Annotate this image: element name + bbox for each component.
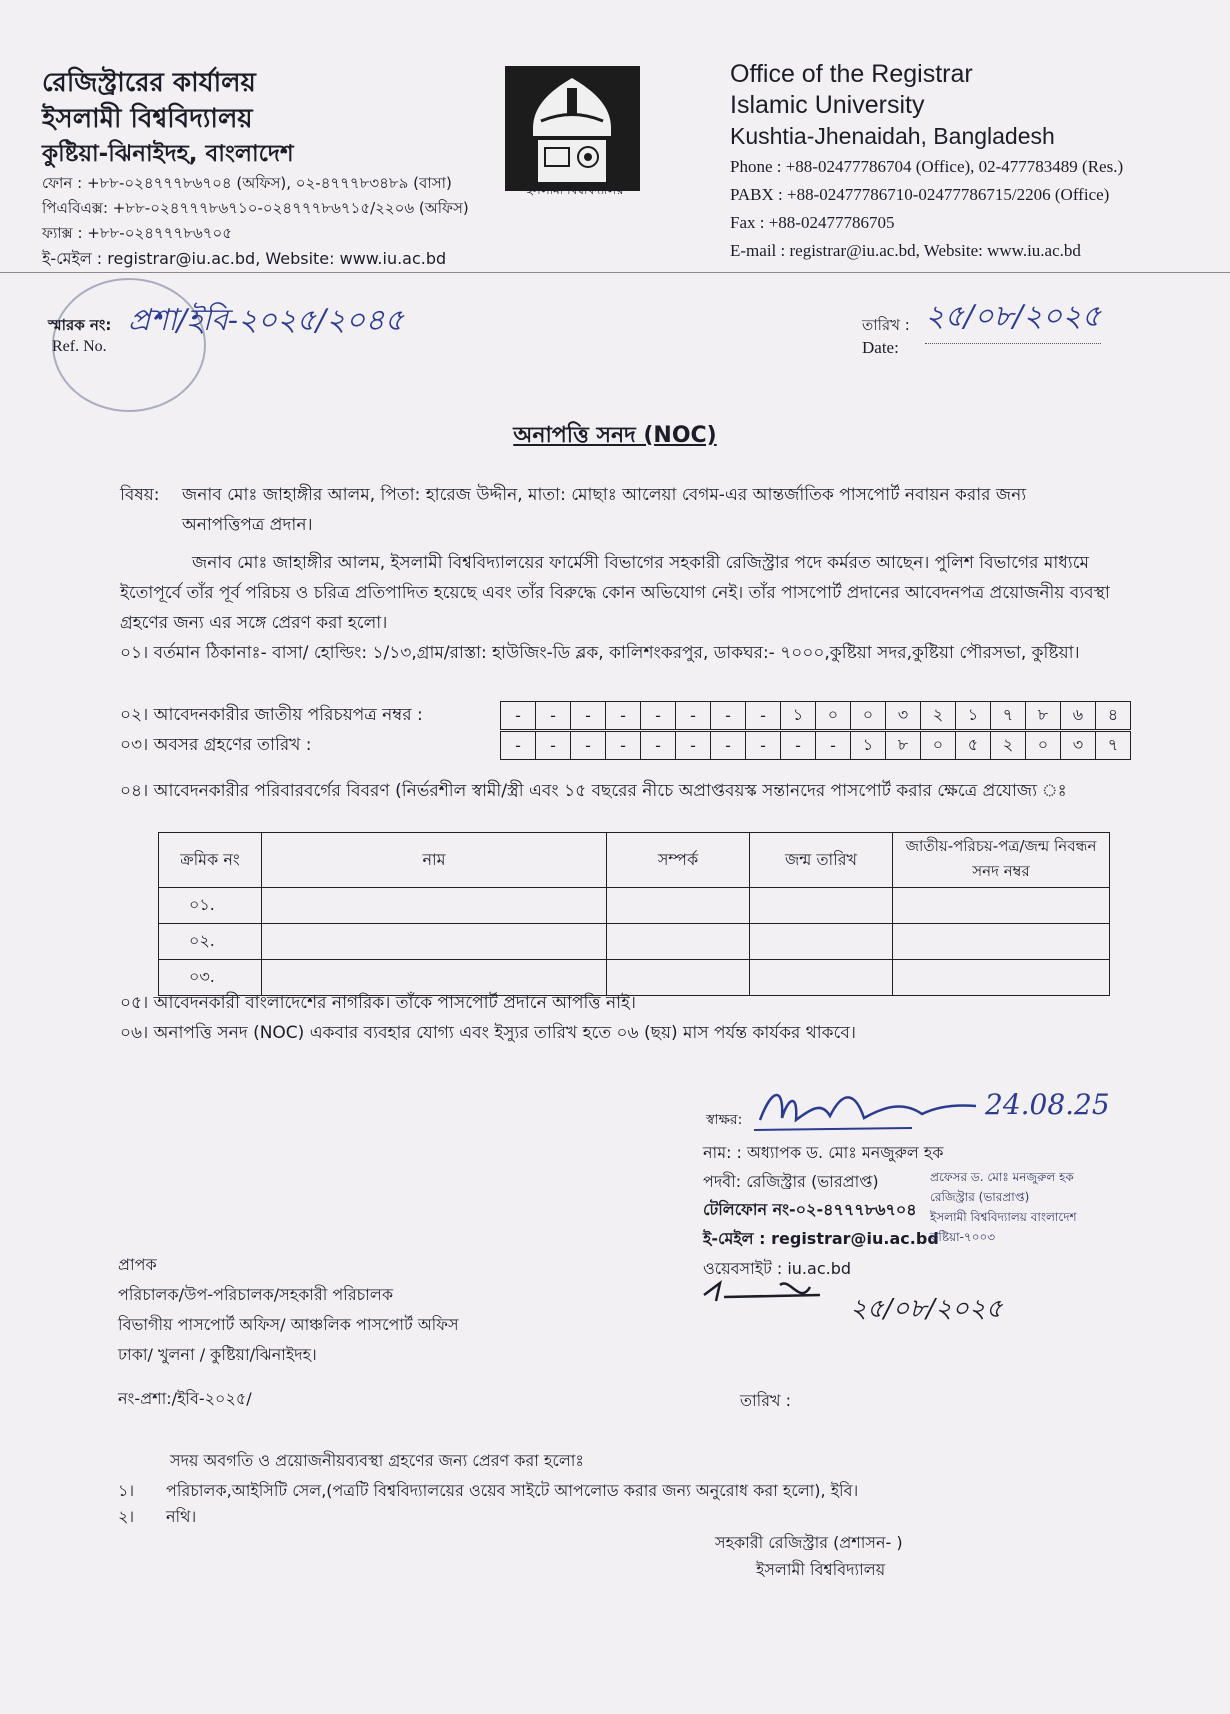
family-empty-cell	[750, 960, 893, 996]
header-en-university: Islamic University	[730, 91, 925, 119]
retirement-digit-box: ১	[851, 732, 886, 760]
header-en-location: Kushtia-Jhenaidah, Bangladesh	[730, 123, 1055, 149]
nid-digit-box: ৮	[1026, 702, 1061, 730]
second-handwritten-date: ২৫/০৮/২০২৫	[850, 1294, 1003, 1324]
recipient-line-2: বিভাগীয় পাসপোর্ট অফিস/ আঞ্চলিক পাসপোর্ট অফিস	[118, 1315, 459, 1334]
nid-digit-box: ১	[781, 702, 816, 730]
retirement-digit-box: -	[711, 732, 746, 760]
nid-digit-box: ১	[956, 702, 991, 730]
item-03-label: ০৩। অবসর গ্রহণের তারিখ :	[120, 735, 312, 755]
nid-digit-box: ৩	[886, 702, 921, 730]
seal-line-2: রেজিস্ট্রার (ভারপ্রাপ্ত)	[930, 1190, 1030, 1204]
family-header-relation: সম্পর্ক	[607, 833, 750, 888]
seal-line-3: ইসলামী বিশ্ববিদ্যালয় বাংলাদেশ	[930, 1210, 1077, 1224]
item-05: ০৫। আবেদনকারী বাংলাদেশের নাগরিক। তাঁকে পাসপোর্ট প্রদানে আপত্তি নাই।	[120, 993, 636, 1013]
family-header-name: নাম	[262, 833, 607, 888]
family-header-serial: ক্রমিক নং	[159, 833, 262, 888]
nid-digit-box: -	[501, 702, 536, 730]
footer-sign-line-1: সহকারী রেজিস্ট্রার (প্রশাসন- )	[715, 1533, 903, 1552]
university-logo	[505, 66, 640, 191]
cc-1-number: ১।	[118, 1481, 135, 1500]
nid-digit-box: ৭	[991, 702, 1026, 730]
family-header-nid: জাতীয়-পরিচয়-পত্র/জন্ম নিবন্ধন সনদ নম্বর	[893, 833, 1110, 888]
footer-memo-number: নং-প্রশা:/ইবি-২০২৫/	[118, 1389, 252, 1408]
footer-sign-line-2: ইসলামী বিশ্ববিদ্যালয়	[756, 1560, 886, 1579]
signatory-designation: পদবী: রেজিস্ট্রার (ভারপ্রাপ্ত)	[703, 1172, 879, 1191]
ref-number: প্রশা/ইবি-২০২৫/২০৪৫	[128, 303, 405, 338]
retirement-digit-box: -	[536, 732, 571, 760]
family-serial-cell: ০৩.	[159, 960, 262, 996]
subject	[120, 480, 1110, 540]
footer-date-label: তারিখ :	[740, 1391, 792, 1410]
family-empty-cell	[607, 924, 750, 960]
nid-digit-box: -	[676, 702, 711, 730]
date-value: ২৫/০৮/২০২৫	[925, 292, 1101, 344]
signatory-email: ই-মেইল : registrar@iu.ac.bd	[703, 1229, 939, 1248]
family-empty-cell	[893, 924, 1110, 960]
retirement-digit-box: -	[816, 732, 851, 760]
family-serial-cell: ০২.	[159, 924, 262, 960]
retirement-digit-box: -	[571, 732, 606, 760]
nid-digit-box: ২	[921, 702, 956, 730]
retirement-date-boxes	[500, 731, 1131, 760]
header-en-phone: Phone : +88-02477786704 (Office), 02-477783489 (Res.)	[730, 157, 1124, 176]
header-en-fax: Fax : +88-02477786705	[730, 213, 895, 232]
signatory-phone: টেলিফোন নং-০২-৪৭৭৭৮৬৭০৪	[703, 1200, 917, 1219]
nid-digit-box: ৬	[1061, 702, 1096, 730]
body-paragraph: জনাব মোঃ জাহাঙ্গীর আলম, ইসলামী বিশ্ববিদ্যালয়ের ফার্মেসী বিভাগের সহকারী রেজিস্ট্রার পদে কর্মরত আছেন। পুলিশ বিভাগের মাধ্যমে ইতোপূর্বে তাঁর পূর্ব পরিচয় ও চরিত্র প্রতিপাদিত হয়েছে এবং তাঁর বিরুদ্ধে কোন অভিযোগ নেই। তাঁর পাসপোর্ট প্রদানের আবেদনপত্র প্রয়োজনীয় ব্যবস্থা গ্রহণের জন্য এর সঙ্গে প্রেরণ করা হলো।	[120, 553, 1110, 633]
nid-digit-box: ৪	[1096, 702, 1131, 730]
nid-digit-box: -	[536, 702, 571, 730]
header-bn-university: ইসলামী বিশ্ববিদ্যালয়	[42, 104, 253, 134]
subject-label: বিষয়:	[120, 485, 160, 505]
header-bn-fax: ফ্যাক্স : +৮৮-০২৪৭৭৭৮৬৭০৫	[42, 224, 232, 242]
family-empty-cell	[893, 888, 1110, 924]
date-label-en: Date:	[862, 338, 899, 357]
retirement-digit-box: ৩	[1061, 732, 1096, 760]
family-empty-cell	[607, 888, 750, 924]
recipient-block	[118, 1250, 459, 1370]
family-header-dob: জন্ম তারিখ	[750, 833, 893, 888]
cc-1: পরিচালক,আইসিটি সেল,(পত্রটি বিশ্ববিদ্যালয়ের ওয়েব সাইটে আপলোড করার জন্য অনুরোধ করা হলো), ইবি।	[166, 1481, 859, 1500]
recipient-line-3: ঢাকা/ খুলনা / কুষ্টিয়া/ঝিনাইদহ।	[118, 1345, 317, 1364]
second-signature	[700, 1275, 840, 1319]
table-row	[159, 924, 1110, 960]
signature-mark	[752, 1078, 982, 1142]
cc-2-number: ২।	[118, 1507, 135, 1526]
header-en-email: E-mail : registrar@iu.ac.bd, Website: www.iu.ac.bd	[730, 241, 1081, 260]
retirement-digit-box: -	[606, 732, 641, 760]
retirement-digit-box: -	[501, 732, 536, 760]
retirement-digit-box: -	[746, 732, 781, 760]
family-empty-cell	[750, 888, 893, 924]
header-bn-office: রেজিস্ট্রারের কার্যালয়	[42, 68, 256, 98]
cc-2: নথি।	[166, 1507, 197, 1526]
retirement-digit-box: ০	[921, 732, 956, 760]
ref-label-en: Ref. No.	[52, 338, 107, 355]
header-bn-location: কুষ্টিয়া-ঝিনাইদহ, বাংলাদেশ	[42, 141, 294, 167]
header-en-office: Office of the Registrar	[730, 60, 973, 88]
header-divider	[0, 272, 1230, 273]
recipient-line-1: পরিচালক/উপ-পরিচালক/সহকারী পরিচালক	[118, 1285, 394, 1304]
nid-digit-box: -	[606, 702, 641, 730]
nid-number-boxes	[500, 701, 1131, 730]
family-serial-cell: ০১.	[159, 888, 262, 924]
item-04-family: ০৪। আবেদনকারীর পরিবারবর্গের বিবরণ (নির্ভরশীল স্বামী/স্ত্রী এবং ১৫ বছরের নীচে অপ্রাপ্তবয়স্ক সন্তানদের পাসপোর্ট করার ক্ষেত্রে প্রযোজ্য ঃ	[120, 781, 1067, 801]
retirement-digit-box: -	[781, 732, 816, 760]
document-title: অনাপত্তি সনদ (NOC)	[513, 423, 717, 448]
date-label-bn: তারিখ :	[862, 316, 910, 334]
family-empty-cell	[750, 924, 893, 960]
logo-caption: ইসলামী বিশ্ববিদ্যালয়	[526, 183, 624, 197]
forward-text: সদয় অবগতি ও প্রয়োজনীয়ব্যবস্থা গ্রহণের জন্য প্রেরণ করা হলোঃ	[170, 1451, 584, 1470]
signatory-website: ওয়েবসাইট : iu.ac.bd	[703, 1259, 852, 1278]
recipient-label: প্রাপক	[118, 1255, 157, 1274]
nid-digit-box: -	[746, 702, 781, 730]
table-row	[159, 888, 1110, 924]
signatory-name: নাম: : অধ্যাপক ড. মোঃ মনজুরুল হক	[703, 1143, 944, 1162]
nid-digit-box: ০	[816, 702, 851, 730]
retirement-digit-box: ২	[991, 732, 1026, 760]
family-empty-cell	[262, 924, 607, 960]
item-02-label: ০২। আবেদনকারীর জাতীয় পরিচয়পত্র নম্বর :	[120, 705, 423, 725]
item-01-address: ০১। বর্তমান ঠিকানাঃ- বাসা/ হোল্ডিং: ১/১৩,গ্রাম/রাস্তা: হাউজিং-ডি ব্লক, কালিশংকরপুর, ডাকঘর:- ৭০০০,কুষ্টিয়া সদর,কুষ্টিয়া পৌরসভা, কুষ্টিয়া।	[120, 643, 1080, 663]
signature-date: 24.08.25	[985, 1088, 1110, 1121]
header-bn-phone: ফোন : +৮৮-০২৪৭৭৭৮৬৭০৪ (অফিস), ০২-৪৭৭৭৮৩৪৮৯ (বাসা)	[42, 174, 452, 192]
family-empty-cell	[262, 888, 607, 924]
header-en-pabx: PABX : +88-02477786710-02477786715/2206 (Office)	[730, 185, 1110, 204]
seal-line-4: কুষ্টিয়া-৭০০৩	[930, 1230, 996, 1244]
item-06: ০৬। অনাপত্তি সনদ (NOC) একবার ব্যবহার যোগ্য এবং ইস্যুর তারিখ হতে ০৬ (ছয়) মাস পর্যন্ত কার্যকর থাকবে।	[120, 1023, 856, 1043]
header-bn-email: ই-মেইল : registrar@iu.ac.bd, Website: www.iu.ac.bd	[42, 249, 447, 268]
nid-digit-box: -	[711, 702, 746, 730]
retirement-digit-box: ৮	[886, 732, 921, 760]
signature-label: স্বাক্ষর:	[706, 1112, 743, 1128]
retirement-digit-box: ৭	[1096, 732, 1131, 760]
family-table	[158, 832, 1110, 996]
retirement-digit-box: -	[676, 732, 711, 760]
subject-text: জনাব মোঃ জাহাঙ্গীর আলম, পিতা: হারেজ উদ্দীন, মাতা: মোছাঃ আলেয়া বেগম-এর আন্তর্জাতিক পাসপোর্ট নবায়ন করার জন্য অনাপত্তিপত্র প্রদান।	[182, 485, 1027, 535]
retirement-digit-box: ০	[1026, 732, 1061, 760]
family-empty-cell	[893, 960, 1110, 996]
ref-label-bn: স্মারক নং:	[48, 316, 112, 334]
nid-digit-box: ০	[851, 702, 886, 730]
header-bn-pabx: পিএবিএক্স: +৮৮-০২৪৭৭৭৮৬৭১০-০২৪৭৭৭৮৬৭১৫/২২০৬ (অফিস)	[42, 199, 469, 217]
nid-digit-box: -	[641, 702, 676, 730]
nid-digit-box: -	[571, 702, 606, 730]
retirement-digit-box: -	[641, 732, 676, 760]
designation-seal	[930, 1169, 1077, 1249]
seal-line-1: প্রফেসর ড. মোঃ মনজুরুল হক	[930, 1170, 1074, 1184]
retirement-digit-box: ৫	[956, 732, 991, 760]
